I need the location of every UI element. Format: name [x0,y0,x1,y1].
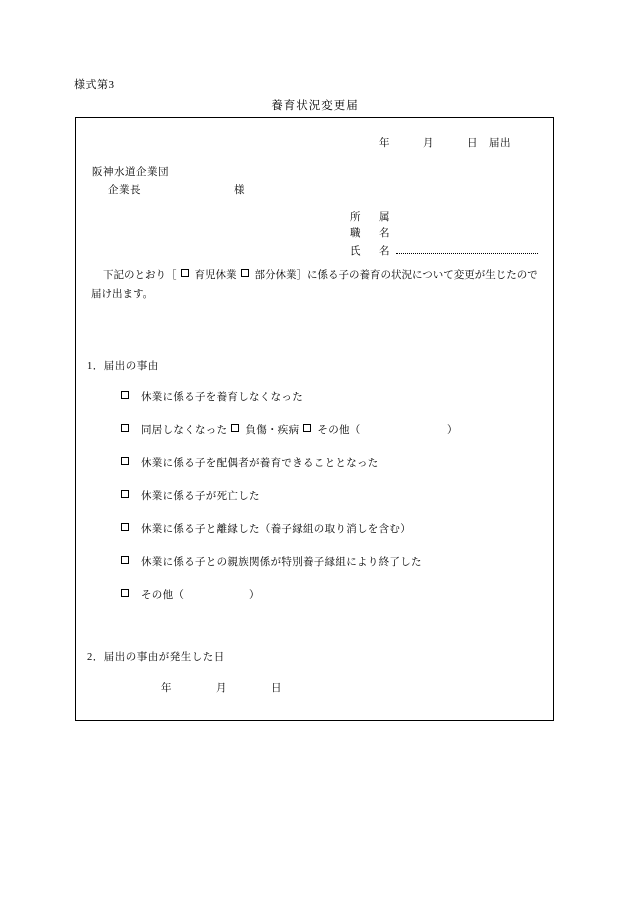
applicant-block [350,210,538,260]
checkbox-injury-illness-icon[interactable] [231,424,239,432]
addressee-organization: 阪神水道企業団 [92,167,169,178]
list-item[interactable] [121,587,541,620]
addressee-honorific: 様 [234,185,245,196]
reason-label: 休業に係る子が死亡した [141,491,260,502]
statement-prefix: 下記のとおり［ [103,270,177,281]
list-item[interactable] [121,389,541,422]
checkbox-icon[interactable] [121,490,129,498]
applicant-name-label: 氏 名 [350,246,394,257]
section1-heading: 1．届出の事由 [87,361,159,372]
reason-label: 休業に係る子を養育しなくなった [141,392,303,403]
list-item[interactable] [121,521,541,554]
applicant-name-field[interactable] [396,242,538,254]
form-frame [75,117,554,721]
section2-date-field[interactable]: 年 月 日 [161,683,282,694]
list-item[interactable] [121,422,541,455]
form-code: 様式第3 [74,79,115,91]
checkbox-other-icon[interactable] [303,424,311,432]
reason-label: 休業に係る子を配偶者が養育できることとなった [141,458,379,469]
reason-sub-option-other: その他（ ） [317,425,458,436]
list-item[interactable] [121,488,541,521]
checkbox-icon[interactable] [121,457,129,465]
checkbox-icon[interactable] [121,523,129,531]
applicant-name-row [350,242,538,260]
applicant-affiliation-label: 所 属 [350,212,394,223]
list-item[interactable] [121,554,541,587]
reason-label: その他（ ） [141,590,260,601]
reason-sub-option-injury: 負傷・疾病 [245,425,300,436]
statement-suffix: ］に係る子の養育の状況について変更が生じたので届け出ます。 [91,270,538,300]
checkbox-icon[interactable] [121,556,129,564]
applicant-jobtitle-label: 職 名 [350,228,394,239]
checkbox-icon[interactable] [121,424,129,432]
reason-label: 休業に係る子との親族関係が特別養子縁組により終了した [141,557,422,568]
checkbox-icon[interactable] [121,391,129,399]
reason-list [121,389,541,620]
section2-heading: 2．届出の事由が発生した日 [87,652,225,663]
checkbox-partial-leave-icon[interactable] [241,269,249,277]
reason-label: 同居しなくなった [141,425,228,436]
statement-option-partial: 部分休業 [254,270,297,281]
page-title: 養育状況変更届 [271,100,359,112]
checkbox-childcare-leave-icon[interactable] [181,269,189,277]
statement-paragraph [91,266,541,304]
applicant-affiliation-row [350,210,538,226]
reason-label: 休業に係る子と離縁した（養子縁組の取り消しを含む） [141,524,411,535]
addressee-position: 企業長 [108,185,141,196]
statement-option-childcare: 育児休業 [194,270,237,281]
list-item[interactable] [121,455,541,488]
checkbox-icon[interactable] [121,589,129,597]
submission-date-line: 年 月 日 届出 [379,138,511,149]
applicant-jobtitle-row [350,226,538,242]
